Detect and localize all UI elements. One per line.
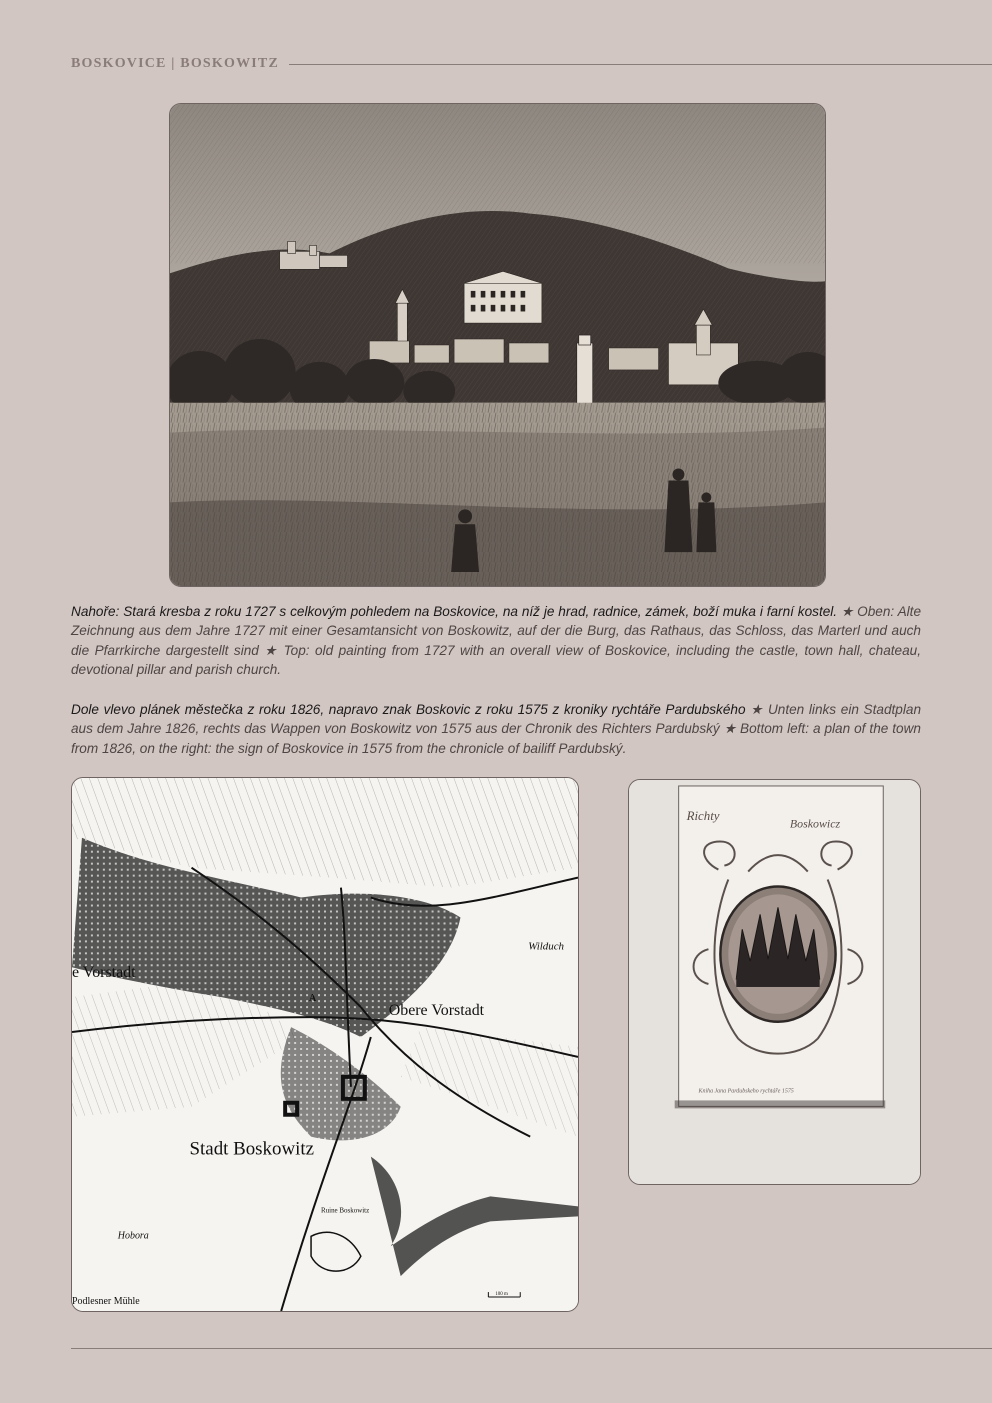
town-plan-1826-image bbox=[71, 777, 579, 1312]
map-label-wildbach: Wilduch bbox=[528, 940, 565, 953]
coat-of-arms-1575-image bbox=[628, 779, 921, 1185]
map-label-stadt-boskowitz: Stadt Boskowitz bbox=[189, 1138, 315, 1160]
map-label-hobora: Hobora bbox=[117, 1230, 149, 1242]
caption-bottom-cs: Dole vlevo plánek městečka z roku 1826, napravo znak Boskovic z roku 1575 z kroniky rychtáře Pardubského bbox=[71, 702, 746, 717]
caption-top bbox=[71, 602, 921, 679]
footer-rule bbox=[71, 1348, 992, 1349]
map-label-vorstadt-left: e Vorstadt bbox=[72, 964, 136, 982]
page-header bbox=[71, 54, 992, 74]
town-plan-illustration bbox=[72, 778, 578, 1311]
arms-title-right: Boskowicz bbox=[789, 816, 841, 831]
map-label-a: A bbox=[309, 993, 317, 1005]
engraving-illustration bbox=[170, 104, 825, 586]
caption-separator-star: ★ bbox=[840, 604, 854, 619]
caption-bottom bbox=[71, 700, 921, 758]
arms-title-left: Richty bbox=[686, 807, 720, 823]
header-rule bbox=[289, 64, 992, 65]
caption-separator-star: ★ bbox=[264, 642, 279, 658]
coat-of-arms-illustration bbox=[629, 780, 920, 1184]
caption-bottom-de: Unten links ein Stadtplan aus dem Jahre 1826, rechts das Wappen von Boskowitz von 1575 aus der Chronik des Richters Pardubský bbox=[71, 702, 922, 737]
caption-separator-star: ★ bbox=[750, 702, 764, 717]
map-scale-label: 100 m bbox=[495, 1292, 508, 1298]
caption-top-de: Oben: Alte Zeichnung aus dem Jahre 1727 mit einer Gesamtansicht von Boskowitz, auf der die Burg, das Rathaus, das Schloss, das Marterl und auch die Pfarrkirche dargestellt sind bbox=[71, 604, 922, 658]
caption-top-en: Top: old painting from 1727 with an overall view of Boskovice, including the castle, town hall, chateau, devotional pillar and parish church. bbox=[71, 642, 922, 677]
arms-footer-text: Kniha Jana Pardubskeho rychtáře 1575 bbox=[698, 1088, 794, 1095]
header-title: BOSKOVICE | BOSKOWITZ bbox=[71, 56, 279, 71]
caption-separator-star: ★ bbox=[723, 721, 737, 737]
map-label-ruine: Ruine Boskowitz bbox=[321, 1206, 370, 1215]
caption-bottom-en: Bottom left: a plan of the town from 1826, on the right: the sign of Boskovice in 1575 from the chronicle of bailiff Pardubský. bbox=[71, 721, 921, 756]
map-label-obere-vorstadt: Obere Vorstadt bbox=[388, 1002, 485, 1020]
caption-top-cs: Nahoře: Stará kresba z roku 1727 s celkovým pohledem na Boskovice, na níž je hrad, radnice, zámek, boží muka i farní kostel. bbox=[71, 604, 838, 619]
engraving-1727-image bbox=[169, 103, 826, 587]
map-label-podlesner-muhle: Podlesner Mühle bbox=[72, 1296, 140, 1308]
